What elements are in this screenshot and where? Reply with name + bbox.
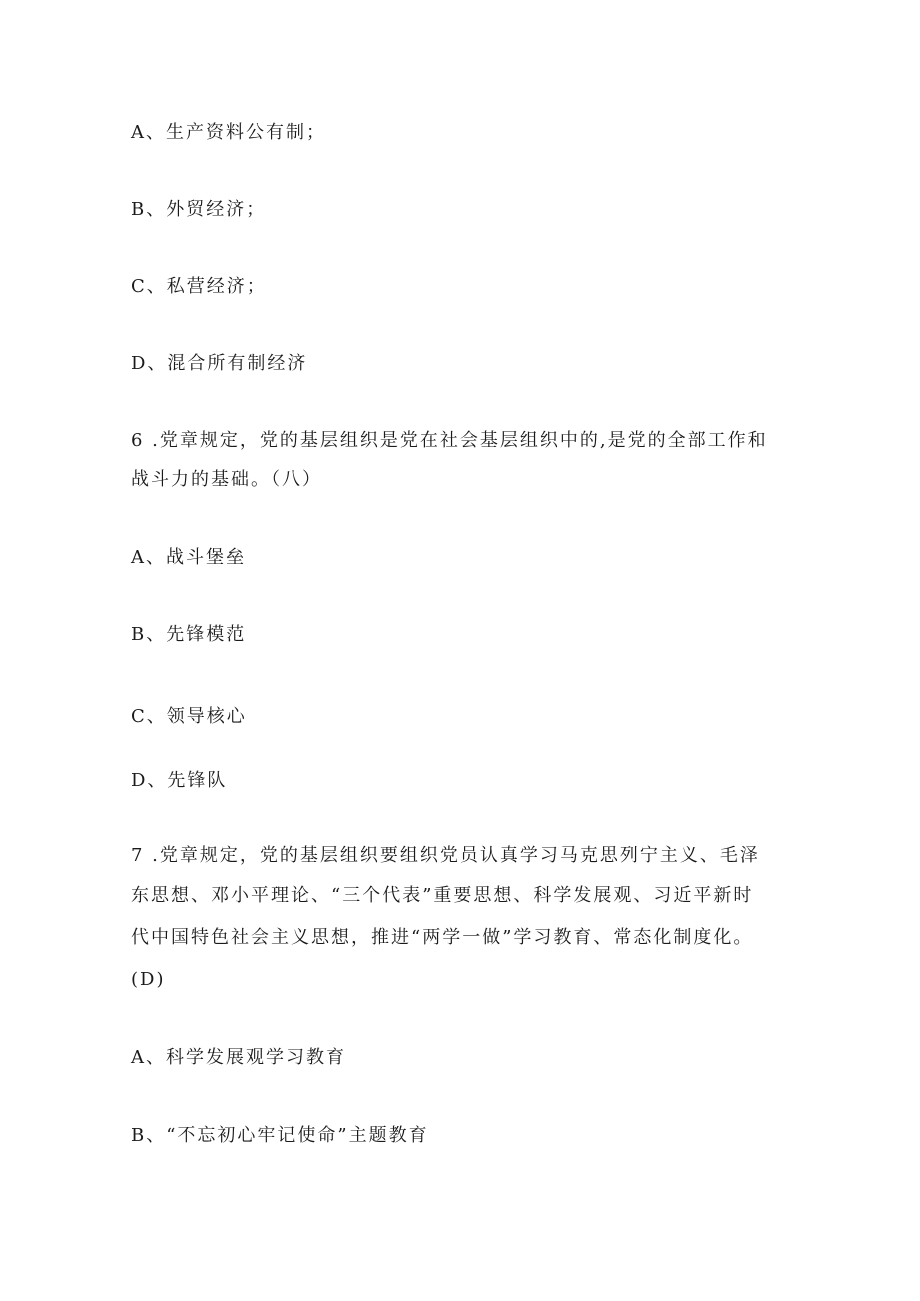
q5-option-a: A、生产资料公有制； (131, 122, 326, 143)
q7-stem-line-4: (D) (131, 969, 166, 990)
q7-stem-line-2: 东思想、邓小平理论、“三个代表”重要思想、科学发展观、习近平新时 (131, 885, 754, 906)
q7-option-a: A、科学发展观学习教育 (131, 1047, 346, 1068)
q5-option-d: D、混合所有制经济 (131, 353, 308, 374)
q6-option-a: A、战斗堡垒 (131, 547, 246, 568)
q5-option-c: C、私营经济； (131, 276, 267, 297)
q6-option-b: B、先锋模范 (131, 624, 247, 645)
q7-stem-line-3: 代中国特色社会主义思想，推进“两学一做”学习教育、常态化制度化。 (131, 927, 754, 948)
q5-option-b: B、外贸经济； (131, 199, 267, 220)
q7-stem-line-1: 7 .党章规定，党的基层组织要组织党员认真学习马克思列宁主义、毛泽 (131, 845, 760, 866)
q6-stem-line-1: 6 .党章规定，党的基层组织是党在社会基层组织中的,是党的全部工作和 (131, 430, 768, 451)
q6-option-c: C、领导核心 (131, 706, 247, 727)
q7-option-b: B、“不忘初心牢记使命”主题教育 (131, 1125, 429, 1146)
q6-option-d: D、先锋队 (131, 770, 228, 791)
q6-stem-line-2: 战斗力的基础。（八） (131, 469, 322, 490)
